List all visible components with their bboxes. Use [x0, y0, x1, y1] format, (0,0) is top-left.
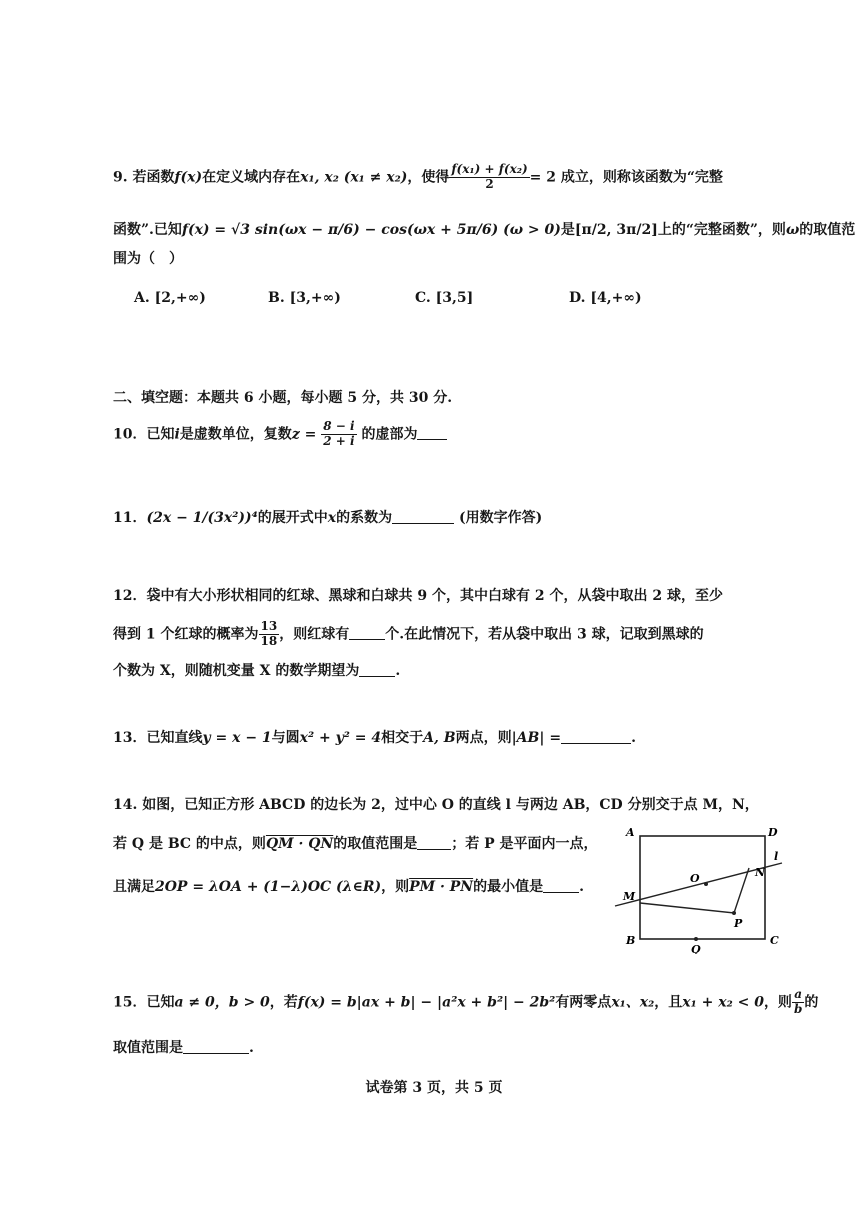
q15-ratio-num: a — [792, 988, 804, 1003]
q10-frac-den: 2 + i — [323, 433, 355, 448]
q11-text: 的展开式中 — [257, 510, 328, 526]
q13-points: A, B — [423, 730, 456, 746]
q12-frac-num: 13 — [260, 619, 278, 633]
q10-fraction — [321, 420, 356, 449]
q14-answer-blank-2[interactable] — [543, 877, 579, 893]
q15-text: 取值范围是 — [113, 1040, 183, 1056]
q15-text: . — [249, 1040, 254, 1056]
q14-text: . — [579, 879, 584, 895]
q10-text: 的虚部为 — [361, 426, 418, 443]
q15-text: 有两零点 — [555, 994, 612, 1011]
q9-text: = 2 成立，则称该函数为“完整 — [529, 169, 723, 186]
q15-zeros: x₁、x₂ — [611, 994, 655, 1011]
q14-text: 且满足 — [113, 879, 155, 895]
q13-ab: |AB| = — [511, 730, 562, 746]
q12-frac-den: 18 — [260, 633, 278, 648]
q12-answer-blank-2[interactable] — [359, 661, 395, 677]
q14-dot-product-2: PM · PN — [409, 879, 474, 895]
q9-text: 9. 若函数 — [113, 169, 175, 186]
q10-frac-num: 8 − i — [323, 419, 355, 433]
q15-sum: x₁ + x₂ < 0 — [682, 994, 764, 1011]
q15-text: ，若 — [269, 994, 298, 1011]
option-value: [4,+∞) — [590, 290, 642, 306]
page-footer: 试卷第 3 页，共 5 页 — [365, 1080, 503, 1096]
q9-line1 — [113, 163, 723, 192]
q9-x1x2: x₁, x₂ (x₁ ≠ x₂) — [300, 169, 408, 186]
q9-text: 的取值范 — [799, 222, 856, 238]
q15-function: f(x) = b|ax + b| − |a²x + b²| − 2b² — [297, 994, 556, 1011]
q10-text: 10．已知 — [113, 426, 175, 443]
q12-text: ，则红球有 — [279, 626, 350, 643]
q9-text: 函数”.已知 — [113, 222, 182, 238]
q9-omega: ω — [785, 222, 800, 238]
option-label: D. — [569, 290, 586, 306]
q14-text: 的取值范围是 — [333, 836, 418, 852]
q13-text: 13．已知直线 — [113, 730, 203, 746]
q14-text: ；若 P 是平面内一点， — [451, 836, 598, 852]
q13-answer-blank[interactable] — [561, 728, 631, 744]
q14-line2 — [113, 834, 598, 853]
q13-line-eq: y = x − 1 — [202, 730, 272, 746]
q14-line3 — [113, 877, 584, 896]
q10-line — [113, 420, 447, 449]
q12-fraction — [259, 620, 280, 649]
q10-text: 是虚数单位，复数 — [179, 426, 292, 443]
q11-text: 11． — [113, 510, 147, 526]
q15-line2 — [113, 1038, 254, 1057]
q11-expr: (2x − 1/(3x²))⁴ — [146, 510, 258, 526]
q9-line2 — [113, 222, 855, 239]
label-m: M — [623, 890, 636, 903]
q12-text: 个数为 X，则随机变量 X 的数学期望为 — [113, 663, 360, 679]
label-n: N — [755, 866, 766, 879]
q10-z: z = — [291, 426, 317, 443]
q13-circle-eq: x² + y² = 4 — [299, 730, 382, 746]
q15-ratio — [792, 988, 804, 1017]
label-b: B — [626, 934, 636, 947]
q14-text: 的最小值是 — [473, 879, 544, 895]
q12-line1: 12．袋中有大小形状相同的红球、黑球和白球共 9 个，其中白球有 2 个，从袋中取出 2 球，至少 — [113, 588, 723, 604]
q12-line2 — [113, 620, 704, 649]
option-label: C. — [415, 290, 431, 306]
q13-text: 与圆 — [271, 730, 300, 746]
option-value: [2,+∞) — [154, 290, 206, 306]
q13-text: 两点，则 — [455, 730, 512, 746]
q9-option-b[interactable] — [268, 290, 341, 306]
q9-function-expr: f(x) = √3 sin(ωx − π/6) − cos(ωx + 5π/6) (ω > 0) — [181, 222, 561, 238]
point-p — [732, 911, 736, 915]
point-o — [704, 882, 708, 886]
q13-text: 相交于 — [381, 730, 424, 746]
q11-answer-blank[interactable] — [392, 508, 454, 524]
point-q — [694, 937, 698, 941]
q9-option-c[interactable] — [415, 290, 473, 306]
q12-text: . — [395, 663, 401, 679]
q15-line1 — [113, 988, 818, 1017]
q15-ratio-den: b — [793, 1001, 803, 1016]
q9-interval: [π/2, 3π/2] — [574, 222, 658, 238]
q14-text: 若 Q 是 BC 的中点，则 — [113, 836, 266, 852]
q12-text: 得到 1 个红球的概率为 — [113, 626, 259, 643]
q14-dot-product-1: QM · QN — [265, 836, 334, 852]
q15-answer-blank[interactable] — [183, 1038, 249, 1054]
q9-option-a[interactable] — [134, 290, 206, 306]
q15-text: 的 — [804, 994, 819, 1011]
option-value: [3,+∞) — [289, 290, 341, 306]
q9-fx: f(x) — [174, 169, 203, 186]
option-label: A. — [134, 290, 150, 306]
q11-x: x — [327, 510, 337, 526]
q14-line1: 14. 如图，已知正方形 ABCD 的边长为 2，过中心 O 的直线 l 与两边 AB，CD 分别交于点 M，N， — [113, 797, 759, 813]
q9-frac-den: 2 — [485, 176, 494, 191]
q14-answer-blank-1[interactable] — [417, 834, 451, 850]
square-abcd — [640, 836, 765, 939]
q11-note: (用数字作答) — [459, 510, 543, 526]
label-a: A — [626, 826, 635, 839]
q9-text: ，使得 — [407, 169, 450, 186]
q12-answer-blank-1[interactable] — [349, 624, 385, 640]
q15-condition: a ≠ 0，b > 0 — [174, 994, 270, 1011]
q13-line — [113, 728, 636, 747]
q15-text: ，则 — [763, 994, 792, 1011]
q9-text: 是 — [560, 222, 575, 238]
option-value: [3,5] — [435, 290, 474, 306]
q9-fraction — [449, 163, 529, 192]
q12-line3 — [113, 661, 400, 680]
q11-line — [113, 508, 542, 527]
q9-line3: 围为（ ） — [113, 251, 183, 267]
q9-option-d[interactable] — [569, 290, 642, 306]
q14-condition: 2OP = λOA + (1−λ)OC (λ∈R) — [155, 879, 382, 895]
label-c: C — [770, 934, 779, 947]
q12-text: 个.在此情况下，若从袋中取出 3 球，记取到黑球的 — [385, 626, 704, 643]
q9-text: 在定义域内存在 — [202, 169, 301, 186]
label-d: D — [768, 826, 778, 839]
q15-text: 15．已知 — [113, 994, 175, 1011]
label-p: P — [734, 917, 743, 930]
option-label: B. — [268, 290, 285, 306]
q9-frac-num: f(x₁) + f(x₂) — [451, 162, 528, 176]
q9-text: 上的“完整函数”，则 — [657, 222, 786, 238]
q10-answer-blank[interactable] — [417, 424, 447, 440]
label-q: Q — [691, 943, 701, 954]
q13-text: . — [631, 730, 636, 746]
section-heading: 二、填空题：本题共 6 小题，每小题 5 分，共 30 分. — [113, 390, 453, 406]
q11-text: 的系数为 — [336, 510, 393, 526]
q14-text: ，则 — [381, 879, 410, 895]
q14-square-figure — [610, 824, 790, 954]
q15-text: ，且 — [654, 994, 683, 1011]
q10-i: i — [174, 426, 180, 443]
label-o: O — [690, 872, 700, 885]
label-l: l — [774, 850, 779, 863]
